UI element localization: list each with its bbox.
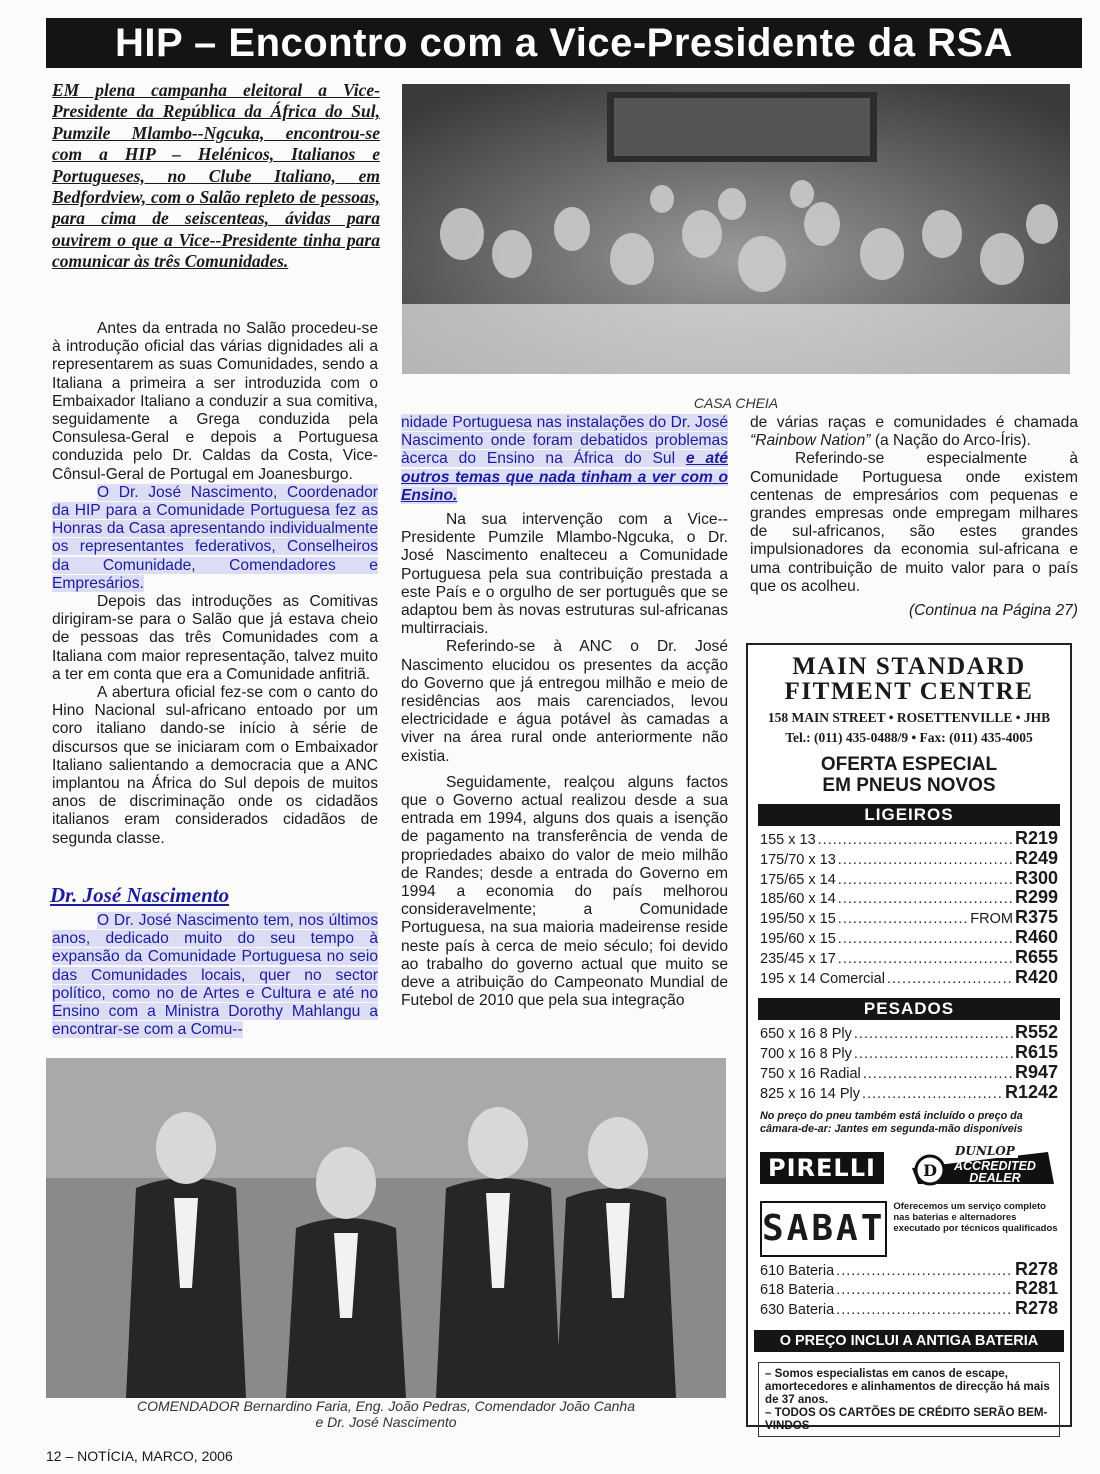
item-price: R278 [1014, 1298, 1058, 1319]
item-label: 750 x 16 Radial [760, 1065, 861, 1082]
price-row [760, 847, 1058, 870]
baterias-list [748, 1258, 1070, 1320]
price-row [760, 966, 1058, 989]
subheading-jose-nascimento: Dr. José Nascimento [50, 883, 230, 907]
price-row [760, 909, 1058, 929]
ad-title: MAIN STANDARD FITMENT CENTRE [784, 653, 1034, 705]
leader-dots [836, 1302, 1013, 1320]
price-row [760, 926, 1058, 949]
ad-offer: OFERTA ESPECIAL EM PNEUS NOVOS [820, 754, 998, 796]
column-1 [52, 320, 378, 848]
item-price: R947 [1014, 1061, 1058, 1082]
item-price: R1242 [1004, 1081, 1058, 1102]
ad-phone: Tel.: (011) 435-0488/9 • Fax: (011) 435-4005 [785, 730, 1033, 745]
leader-dots [863, 1066, 1013, 1084]
item-price: R655 [1014, 946, 1058, 967]
item-price: R460 [1014, 926, 1058, 947]
item-label: 610 Bateria [760, 1262, 835, 1279]
col2-paragraph-3: Seguidamente, realçou alguns factos que o Governo actual realizou desde a sua entrada em 1994, alguns dos quais a isenção de pagamento na transferência de venda de propriedades abaixo do valor de meio milhão de Randes; desde a entrada do Governo em 1994 a economia do país melhorou consideravelmente; a Comunidade Portuguesa, na sua maioria madeirense reside neste país à cerca de meio século; foi devido ao trabalho do governo actual que muito se deve a atribuição do Campeonato Mundial de Futebol de 2010 que pela sua integração [401, 773, 728, 1010]
price-row [760, 1280, 1058, 1300]
leader-dots [836, 1282, 1013, 1300]
ad-address: 158 MAIN STREET • ROSETTENVILLE • JHB [767, 710, 1051, 725]
leader-dots [862, 1086, 1003, 1104]
col3-paragraph-1: de várias raças e comunidades é chamada “Rainbow Nation” (a Nação do Arco-Íris). [750, 414, 1078, 450]
leader-dots [854, 1046, 1013, 1064]
page-title: HIP – Encontro com a Vice-Presidente da RSA [46, 18, 1082, 68]
item-price: R375 [1014, 907, 1058, 928]
item-label: 195/60 x 15 [760, 930, 836, 947]
column-3 [750, 414, 1078, 620]
item-price: R278 [1014, 1258, 1058, 1279]
col1-paragraph-2: O Dr. José Nascimento, Coordenador da HIP para a Comunidade Portuguesa fez as Honras da Casa apresentando individualmente os representantes federativos, Conselheiros da Comunidade, Comendadores e Empresários. [52, 483, 378, 592]
item-label: 235/45 x 17 [760, 950, 836, 967]
advertisement-main-standard [746, 643, 1072, 1432]
price-row [760, 1044, 1058, 1064]
leader-dots [838, 872, 1013, 890]
item-label: 195/50 x 15 [760, 911, 836, 928]
item-label: 175/70 x 13 [760, 851, 836, 868]
photo-group [46, 1058, 726, 1398]
item-label: 650 x 16 8 Ply [760, 1026, 852, 1043]
price-row [760, 1061, 1058, 1084]
pesados-band: PESADOS [758, 998, 1060, 1020]
leader-dots [838, 891, 1013, 909]
leader-dots [887, 971, 1013, 989]
sabat-note: Oferecemos um serviço completo nas baterias e alternadores executado por técnicos qualificados [893, 1200, 1058, 1234]
sabat-block [760, 1201, 1058, 1257]
column-2 [401, 414, 728, 1011]
svg-text:D: D [923, 1160, 937, 1180]
item-price: R281 [1014, 1278, 1058, 1299]
item-label: 618 Bateria [760, 1282, 835, 1299]
item-label: 825 x 16 14 Ply [760, 1085, 860, 1102]
item-label: 630 Bateria [760, 1302, 835, 1319]
price-row [760, 1300, 1058, 1320]
price-row [760, 889, 1058, 909]
col3-paragraph-2: Referindo-se especialmente à Comunidade Portuguesa onde existem centenas de empresários com pequenas e grandes empresas onde empregam milhares de sul-africanos, são estes grandes impulsionadores da economia sul-africana e uma contribuição de muito valor para o país que os acolheu. [750, 450, 1078, 595]
item-price: R219 [1014, 828, 1058, 848]
col1-paragraph-5: O Dr. José Nascimento tem, nos últimos anos, dedicado muito do seu tempo à expansão da Comunidade Portuguesa no seio das Comunidades locais, quer no sector político, como no de Artes e Cultura e até no Ensino com a Ministra Dorothy Mahlangu a encontrar-se com a Comu-- [52, 912, 378, 1039]
item-price: R552 [1014, 1022, 1058, 1043]
col2-paragraph-2: Referindo-se à ANC o Dr. José Nascimento elucidou os presentes da acção do Governo que já entregou milhão e meio de residências aos mais carenciados, levou electricidade e água potável às camadas a viver na área rural onde anteriormente não existia. [401, 638, 728, 765]
price-row [760, 830, 1058, 850]
ad-footer-notes: – Somos especialistas em canos de escape, amortecedores e alinhamentos de direcção há mais de 37 anos. – TODOS OS CARTÕES DE CRÉDITO SERÃO BEM-VINDOS [758, 1362, 1060, 1437]
leader-dots [838, 931, 1013, 949]
ligeiros-band: LIGEIROS [758, 804, 1060, 826]
continued-note: (Continua na Página 27) [908, 602, 1078, 620]
leader-dots [836, 1263, 1013, 1281]
item-price: R299 [1014, 887, 1058, 908]
item-label: 700 x 16 8 Ply [760, 1046, 852, 1063]
photo-casa-cheia [402, 84, 1070, 374]
lead-paragraph: EM plena campanha eleitoral a Vice-Presidente da República da África do Sul, Pumzile Mlambo--Ngcuka, encontrou-se com a HIP – Helénicos, Italianos e Portugueses, no Clube Italiano, em Bedfordview, com o Salão repleto de pessoas, para cima de seiscenteas, ávidas para ouvirem o que a Vice--Presidente tinha para comunicar às três Comunidades. [52, 80, 380, 272]
pirelli-logo: PIRELLI [760, 1152, 884, 1184]
item-label: 195 x 14 Comercial [760, 970, 885, 987]
item-label: 185/60 x 14 [760, 891, 836, 908]
leader-dots [838, 911, 968, 929]
col2-paragraph-1: Na sua intervenção com a Vice--Presidente Pumzile Mlambo-Ngcuka, o Dr. José Nascimento enalteceu a Comunidade Portuguesa pela sua contribuição prestada a este País e o orgulho de ser português que se adaptou bem às novas estruturas sul-africanas multirraciais. [401, 511, 728, 638]
leader-dots [818, 832, 1013, 850]
brand-logos [760, 1145, 1058, 1191]
col1-paragraph-1: Antes da entrada no Salão procedeu-se à introdução oficial das várias dignidades ali a representarem as suas Comunidades, sendo a Italiana a primeira a ser introduzida com o Embaixador Italiano a conduzir a sua comitiva, seguidamente a Grega conduzida pela Consulesa-Geral e depois a Portuguesa conduzida pelo Dr. Caldas da Costa, Vice-Cônsul-Geral de Portugal em Joanesburgo. [52, 320, 378, 483]
price-row [760, 1081, 1058, 1104]
item-label: 175/65 x 14 [760, 871, 836, 888]
price-prefix: FROM [970, 911, 1013, 928]
includes-band: O PREÇO INCLUI A ANTIGA BATERIA [754, 1330, 1064, 1352]
price-row [760, 867, 1058, 890]
leader-dots [838, 852, 1013, 870]
col2-continuation: nidade Portuguesa nas instalações do Dr. José Nascimento onde foram debatidos problemas àcerca do Ensino na África do Sul e até outros temas que nada tinham a ver com o Ensino. [401, 414, 728, 504]
leader-dots [854, 1026, 1013, 1044]
price-row [760, 1024, 1058, 1044]
ad-note: No preço do pneu também está incluído o preço da câmara-de-ar: Jantes em segunda-mão disponíveis [760, 1109, 1023, 1136]
item-price: R615 [1014, 1042, 1058, 1063]
price-row [760, 1258, 1058, 1281]
item-price: R300 [1014, 867, 1058, 888]
sabat-logo: SABAT [760, 1201, 887, 1257]
col1-paragraph-4: A abertura oficial fez-se com o canto do Hino Nacional sul-africano entoado por um coro italiano dando-se início à série de discursos que se iniciaram com o Embaixador Italiano salientando a democracia que a ANC implantou na África do Sul depois de muitos anos de discriminação onde os cidadãos italianos eram considerados cidadãos de segunda classe. [52, 684, 378, 847]
pesados-list [748, 1024, 1070, 1103]
dunlop-logo: D DUNLOP ACCREDITED DEALER [908, 1146, 1058, 1190]
col1-paragraph-3: Depois das introduções as Comitivas dirigiram-se para o Salão que já estava cheio de pessoas das três Comunidades com a Italiana com maior representação, talvez muito a ter em conta que era a Comunidade anfitriã. [52, 593, 378, 683]
photo-top-caption: CASA CHEIA [693, 395, 779, 411]
price-row [760, 946, 1058, 969]
item-label: 155 x 13 [760, 832, 816, 848]
item-price: R420 [1014, 966, 1058, 987]
photo-bottom-caption: COMENDADOR Bernardino Faria, Eng. João Pedras, Comendador João Canha e Dr. José Nascimento [136, 1398, 636, 1430]
ligeiros-list [748, 830, 1070, 988]
page-footer: 12 – NOTÍCIA, MARCO, 2006 [46, 1448, 233, 1464]
leader-dots [838, 951, 1013, 969]
item-price: R249 [1014, 847, 1058, 868]
